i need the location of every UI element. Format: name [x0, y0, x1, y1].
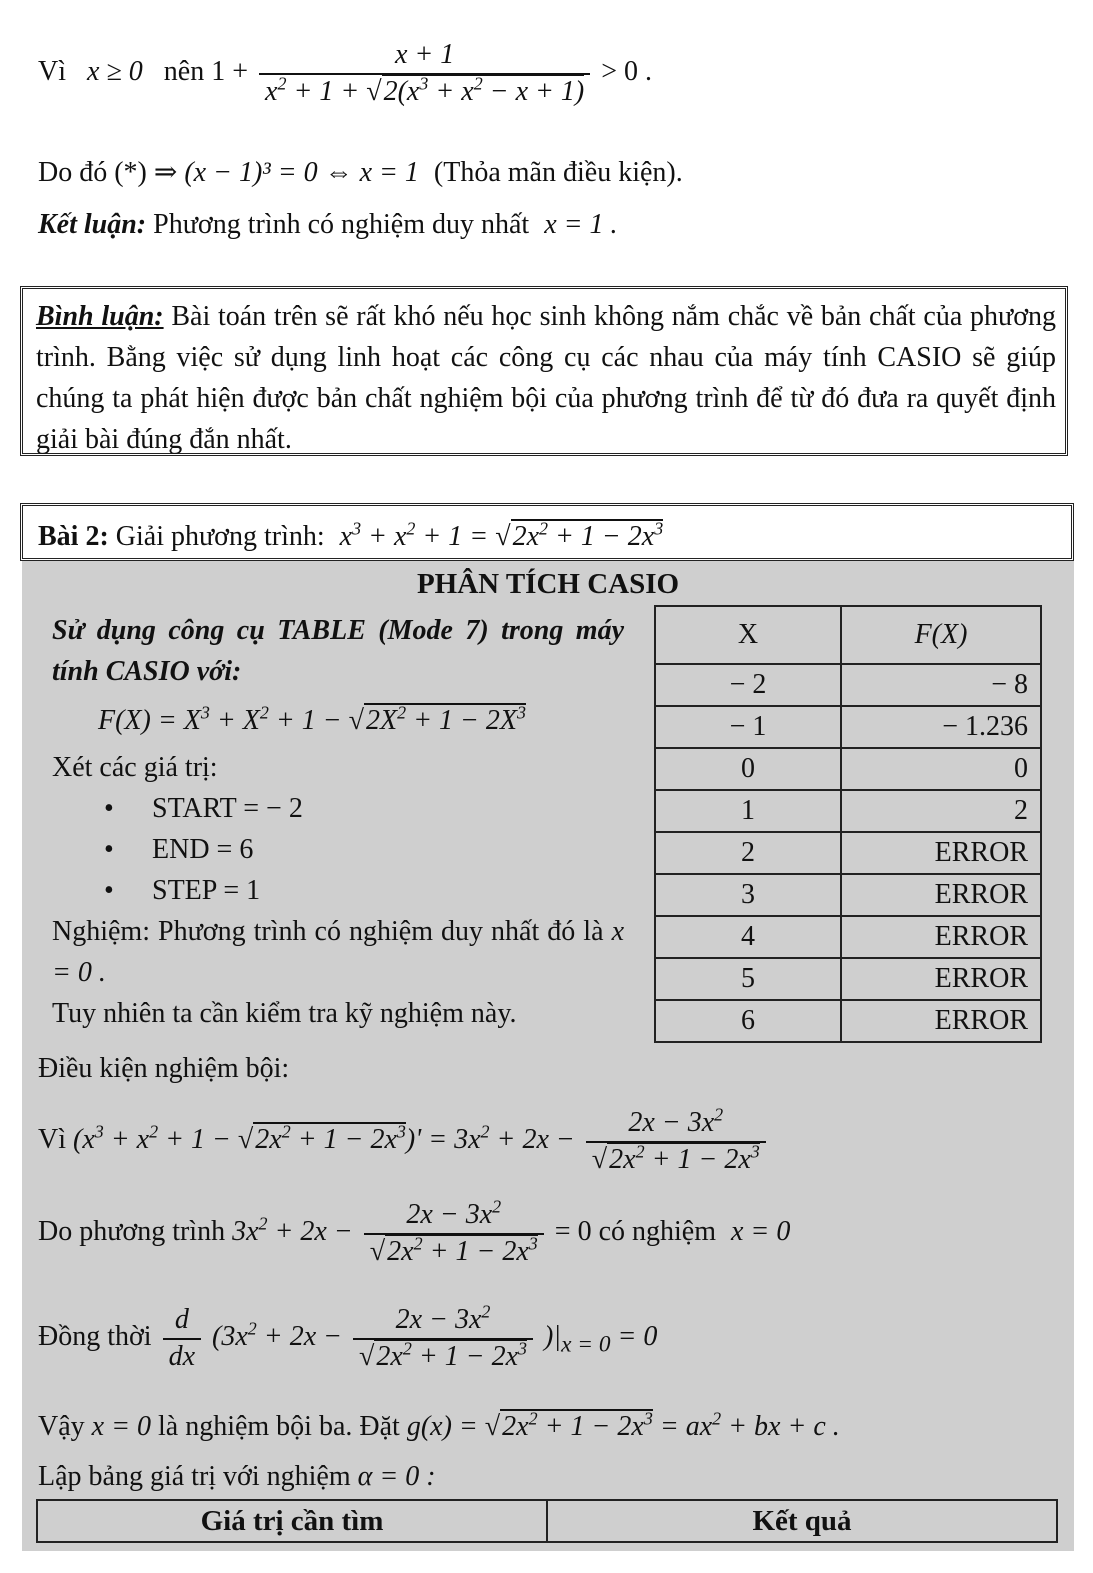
table-row [655, 706, 1041, 748]
comment-label: Bình luận: [36, 301, 164, 332]
fraction-numerator: x + 1 [259, 40, 590, 75]
frac-num: $2x - 3x^2$ [364, 1200, 544, 1235]
frac-den: $√2x^2 + 1 - 2x^3$ [369, 1233, 538, 1267]
cell-x: 4 [655, 916, 841, 958]
table-row [655, 748, 1041, 790]
frac-den: $√2x^2 + 1 - 2x^3$ [359, 1338, 528, 1372]
do-pt-expr: $3x^2 + 2x$ − [232, 1213, 353, 1248]
dong-thoi-frac [353, 1301, 533, 1373]
casio-check: Tuy nhiên ta cần kiểm tra kỹ nghiệm này. [52, 998, 517, 1029]
problem-label: Bài 2: [38, 521, 109, 552]
casio-intro: Sử dụng công cụ TABLE (Mode 7) trong máy tính CASIO với: [52, 615, 624, 687]
cell-x: 5 [655, 958, 841, 1000]
lap-math: α = 0 : [357, 1461, 436, 1492]
intro-line-3 [38, 210, 618, 241]
text-vi-2: Vì [38, 1124, 66, 1156]
problem-text: Giải phương trình: [115, 521, 325, 552]
cell-x: − 1 [655, 706, 841, 748]
problem-line [38, 518, 664, 553]
cell-x: 0 [655, 748, 841, 790]
label-ket-luan: Kết luận: [38, 209, 147, 240]
root-math: x = 0 . [52, 916, 625, 988]
intro-line-1 [38, 40, 652, 108]
lap-line [38, 1462, 436, 1493]
derivative-lhs: $(x^3 + x^2 + 1 - √2x^2 + 1 - 2x^3)' = 3x^2 + 2x$ − [73, 1121, 575, 1156]
cond-title: Điều kiện nghiệm bội: [38, 1053, 290, 1084]
cell-fx: 2 [841, 790, 1041, 832]
g-function: $g(x) = √2x^2 + 1 - 2x^3 = ax^2$ + bx + c . [406, 1408, 840, 1442]
comment-text [36, 296, 1056, 460]
text-gt-zero: > 0 . [601, 56, 653, 88]
cell-fx: ERROR [841, 874, 1041, 916]
vay-text: là nghiệm bội ba. Đặt [157, 1411, 400, 1442]
d-dx: $\frac{d}{dx}$ [163, 1305, 201, 1373]
result-table-header [36, 1499, 1058, 1543]
text-vay: Vậy [38, 1411, 85, 1442]
setting-step: • STEP = 1 [52, 870, 624, 911]
derivative-frac [586, 1104, 766, 1176]
dong-thoi-eval: )$|_{x = 0} = 0$ [544, 1321, 658, 1358]
frac-num: $2x - 3x^2$ [353, 1305, 533, 1340]
cell-x: − 2 [655, 664, 841, 706]
text-nen: nên 1 + [163, 56, 249, 88]
setting-end: • END = 6 [52, 829, 624, 870]
casio-title: PHÂN TÍCH CASIO [416, 568, 680, 600]
do-root: x = 0 [731, 1216, 791, 1248]
text-lap: Lập bảng giá trị với nghiệm [38, 1461, 351, 1492]
cell-fx: ERROR [841, 916, 1041, 958]
casio-description [52, 610, 624, 1034]
derivative-line [38, 1104, 770, 1176]
cell-x: 3 [655, 874, 841, 916]
text-note: (Thỏa mãn điều kiện). [433, 157, 683, 188]
table-row [655, 664, 1041, 706]
casio-consider: Xét các giá trị: [52, 752, 218, 783]
dong-thoi-expr: ($3x^2 + 2x$ − [212, 1318, 343, 1353]
problem-equation: $x^3 + x^2 + 1 = √2x^2 + 1 - 2x^3$ [339, 518, 664, 552]
intro-line-2 [38, 158, 683, 189]
casio-root [52, 911, 624, 993]
text-do-pt: Do phương trình [38, 1216, 226, 1248]
text-vi: Vì [38, 56, 66, 88]
casio-function: $F(X) = X^3 + X^2 + 1 - √2X^2 + 1 - 2X^3$ [98, 702, 527, 736]
result-col-1: Giá trị cần tìm [38, 1501, 548, 1541]
text-do-tail: = 0 có nghiệm [554, 1216, 716, 1248]
text-do-do: Do đó (*) [38, 157, 147, 188]
root-text: Nghiệm: Phương trình có nghiệm duy nhất đó là [52, 916, 604, 947]
comment-body: Bài toán trên sẽ rất khó nếu học sinh không nắm chắc về bản chất của phương trình. Bằng việc sử dụng linh hoạt các công cụ các nhau của máy tính CASIO sẽ giúp chúng ta phát hiện được bản chất nghiệm bội của phương trình để từ đó đưa ra quyết định giải bài đúng đắn nhất. [36, 301, 1057, 455]
table-row [655, 874, 1041, 916]
cell-fx: ERROR [841, 958, 1041, 1000]
cell-x: 6 [655, 1000, 841, 1042]
vay-line [38, 1408, 840, 1443]
math-conclusion: ⇒ (x − 1)³ = 0 ⇔ x = 1 [153, 157, 419, 188]
table-row [655, 916, 1041, 958]
do-pt-frac [364, 1196, 544, 1268]
table-header-row [655, 606, 1041, 664]
setting-start: • START = − 2 [52, 788, 624, 829]
table-row [655, 958, 1041, 1000]
text-ket-luan: Phương trình có nghiệm duy nhất [153, 209, 530, 240]
cell-fx: ERROR [841, 1000, 1041, 1042]
fraction-denominator: $x^2 + 1 + √2(x^3 + x^2 - x + 1)$ [265, 73, 585, 107]
header-fx: F(X) [841, 606, 1041, 664]
do-pt-line [38, 1196, 791, 1268]
value-table [654, 605, 1042, 1043]
frac-den: $√2x^2 + 1 - 2x^3$ [591, 1141, 760, 1175]
cell-fx: − 1.236 [841, 706, 1041, 748]
math-cond: x ≥ 0 [87, 56, 143, 88]
math-x-equals-1: x = 1 . [544, 209, 618, 240]
cell-x: 1 [655, 790, 841, 832]
cell-fx: 0 [841, 748, 1041, 790]
frac-num: $2x - 3x^2$ [586, 1108, 766, 1143]
header-x: X [655, 606, 841, 664]
cell-fx: ERROR [841, 832, 1041, 874]
casio-settings [52, 788, 624, 911]
cell-x: 2 [655, 832, 841, 874]
table-row [655, 832, 1041, 874]
fraction [259, 40, 590, 108]
table-row [655, 790, 1041, 832]
text-dong-thoi: Đồng thời [38, 1321, 152, 1353]
dong-thoi-line [38, 1301, 658, 1373]
result-col-2: Kết quả [752, 1505, 852, 1537]
cell-fx: − 8 [841, 664, 1041, 706]
vay-math: x = 0 [91, 1411, 151, 1442]
table-row [655, 1000, 1041, 1042]
